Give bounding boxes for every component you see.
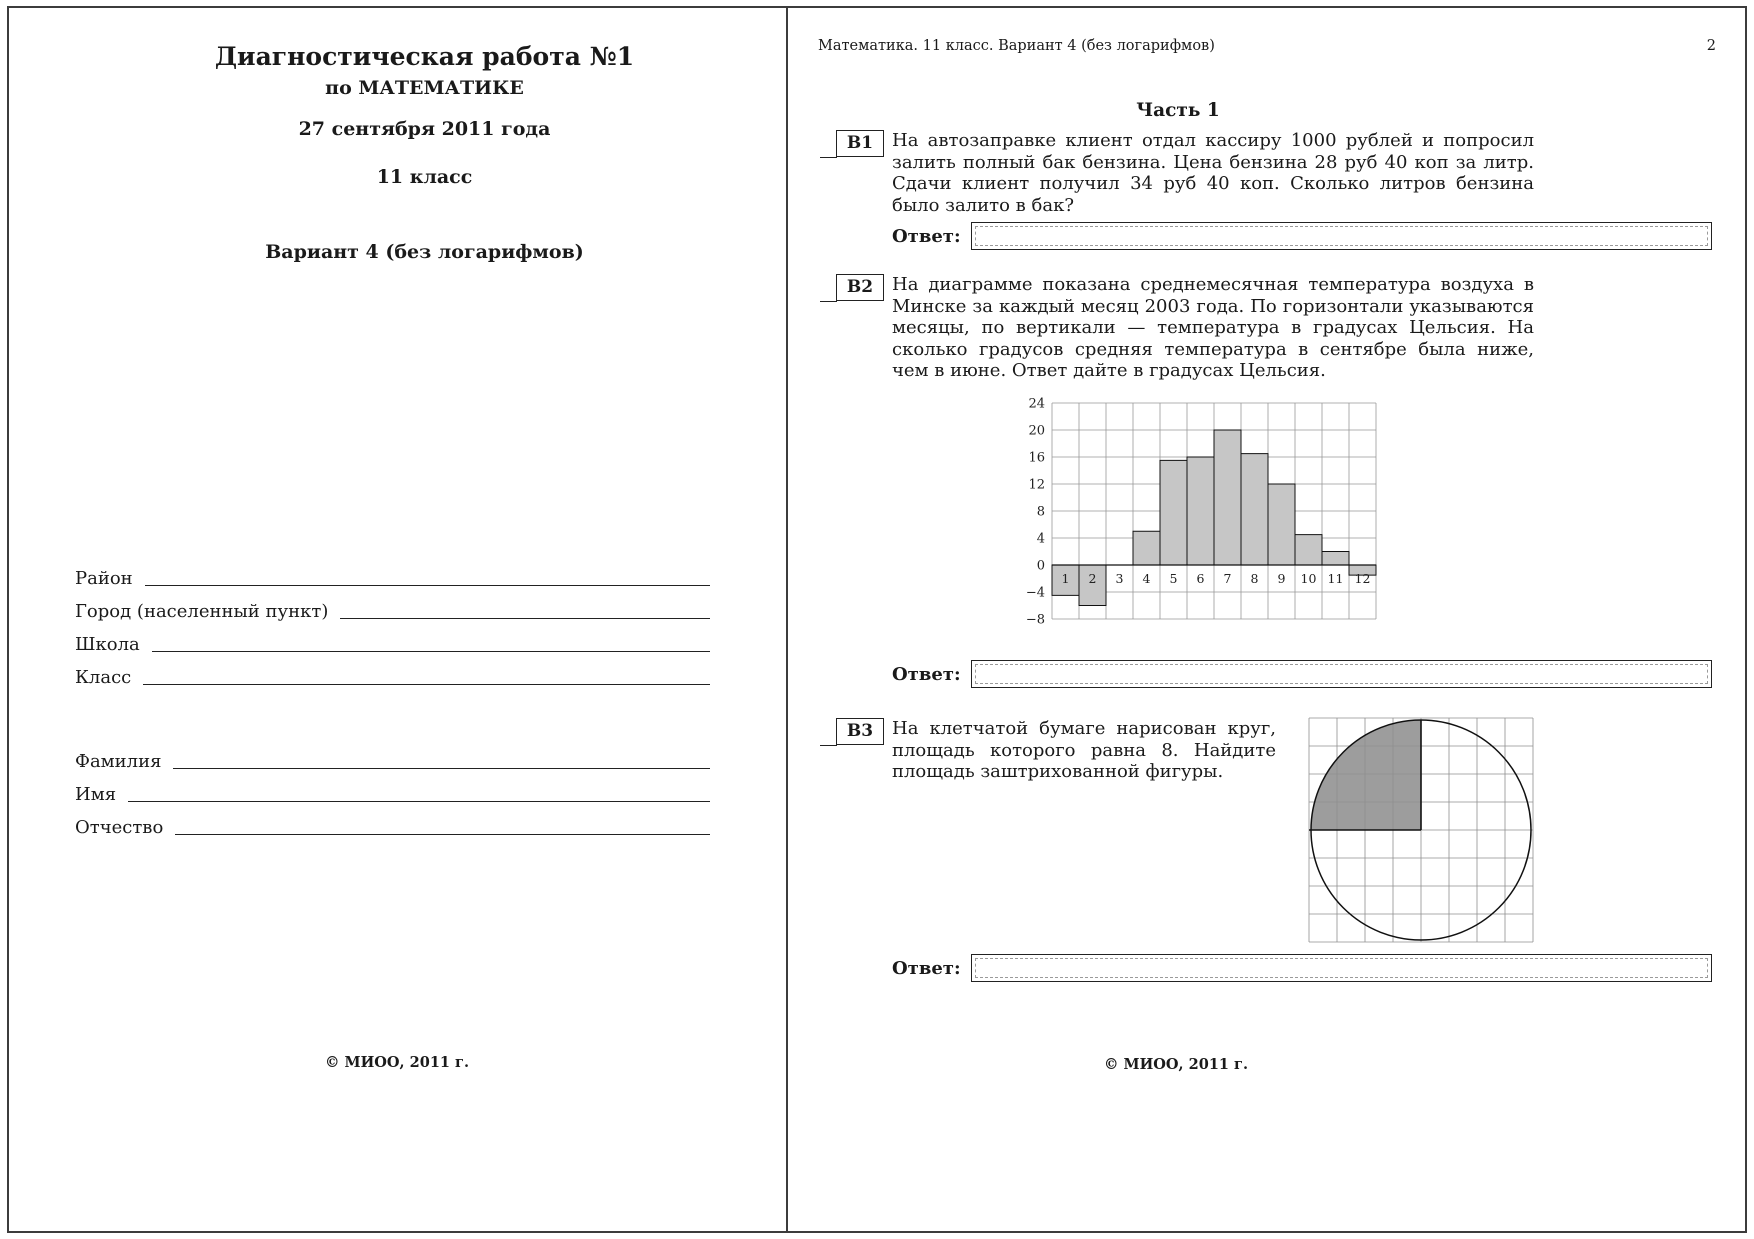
svg-text:20: 20 [1028, 423, 1045, 439]
svg-text:8: 8 [1250, 571, 1259, 586]
field-label-district: Район [75, 568, 133, 589]
field-row-city [75, 589, 710, 622]
work-grade: 11 класс [376, 166, 473, 188]
problem-b1-text: На автозаправке клиент отдал кассиру 1000 рублей и попросил залить полный бак бензина. Цена бензина 28 руб 40 коп за литр. Сдачи клиент получил 34 руб 40 коп. Сколько литров бензина было залито в бак? [892, 130, 1534, 216]
problem-b3-label: В3 [836, 718, 884, 745]
problem-b2-text: На диаграмме показана среднемесячная температура воздуха в Минске за каждый месяц 2003 года. По горизонтали указываются месяцы, по вертикали — температура в градусах Цельсия. На сколько градусов средняя температура в сентябре была ниже, чем в июне. Ответ дайте в градусах Цельсия. [892, 274, 1534, 381]
answer-row-b1 [892, 222, 1712, 250]
field-row-class [75, 655, 710, 688]
section-title: Часть 1 [1136, 100, 1220, 121]
field-line-class[interactable] [143, 684, 710, 685]
field-line-district[interactable] [145, 585, 710, 586]
running-header-title: Математика. 11 класс. Вариант 4 (без логарифмов) [818, 38, 1215, 54]
svg-text:24: 24 [1028, 396, 1045, 412]
field-label-school: Школа [75, 634, 140, 655]
page-divider [786, 6, 788, 1233]
work-variant: Вариант 4 (без логарифмов) [265, 241, 584, 263]
work-title [65, 42, 784, 99]
svg-text:16: 16 [1028, 450, 1045, 466]
field-line-name[interactable] [128, 801, 710, 802]
field-label-name: Имя [75, 784, 117, 805]
answer-row-b2 [892, 660, 1712, 688]
svg-text:12: 12 [1028, 477, 1045, 493]
problem-b1-label: В1 [836, 130, 884, 157]
field-label-surname: Фамилия [75, 751, 162, 772]
page-number: 2 [1706, 38, 1716, 54]
field-label-city: Город (населенный пункт) [75, 601, 329, 622]
answer-label-b1: Ответ: [892, 225, 961, 247]
field-label-class: Класс [75, 667, 132, 688]
circle-grid-figure [1307, 716, 1535, 944]
svg-text:11: 11 [1327, 571, 1344, 586]
svg-text:4: 4 [1036, 531, 1045, 547]
field-line-surname[interactable] [173, 768, 710, 769]
problem-b2-label: В2 [836, 274, 884, 301]
field-label-patronymic: Отчество [75, 817, 164, 838]
tasks-page [790, 8, 1744, 1231]
answer-input-b2[interactable] [971, 660, 1712, 688]
svg-text:8: 8 [1036, 504, 1045, 520]
svg-text:9: 9 [1277, 571, 1286, 586]
running-header [818, 38, 1716, 54]
svg-text:4: 4 [1142, 571, 1151, 586]
field-line-city[interactable] [340, 618, 710, 619]
work-title-line2: по МАТЕМАТИКЕ [325, 77, 524, 99]
field-line-patronymic[interactable] [175, 834, 710, 835]
svg-text:5: 5 [1169, 571, 1178, 586]
svg-text:3: 3 [1115, 571, 1124, 586]
field-row-school [75, 622, 710, 655]
temperature-bar-chart-svg [1016, 391, 1396, 639]
answer-input-b3-inner[interactable] [975, 958, 1708, 978]
field-line-school[interactable] [152, 651, 710, 652]
copyright-left: © МИОО, 2011 г. [325, 1054, 469, 1071]
svg-text:12: 12 [1354, 571, 1371, 586]
school-fields-group [75, 556, 710, 688]
field-row-district [75, 556, 710, 589]
answer-label-b2: Ответ: [892, 663, 961, 685]
field-row-name [75, 772, 710, 805]
answer-input-b1-inner[interactable] [975, 226, 1708, 246]
field-row-patronymic [75, 805, 710, 838]
problem-b3-text: На клетчатой бумаге нарисован круг, площадь которого равна 8. Найдите площадь заштрихованной фигуры. [892, 718, 1276, 782]
field-row-surname [75, 739, 710, 772]
answer-label-b3: Ответ: [892, 957, 961, 979]
answer-input-b2-inner[interactable] [975, 664, 1708, 684]
svg-text:1: 1 [1061, 571, 1070, 586]
svg-text:−4: −4 [1025, 585, 1045, 601]
svg-text:2: 2 [1088, 571, 1097, 586]
svg-text:7: 7 [1223, 571, 1232, 586]
svg-text:10: 10 [1300, 571, 1317, 586]
svg-text:−8: −8 [1025, 612, 1045, 628]
answer-input-b1[interactable] [971, 222, 1712, 250]
answer-row-b3 [892, 954, 1712, 982]
title-page [10, 8, 784, 1231]
svg-text:6: 6 [1196, 571, 1205, 586]
work-title-line1: Диагностическая работа №1 [214, 42, 635, 71]
circle-grid-figure-svg [1307, 716, 1535, 944]
svg-text:0: 0 [1036, 558, 1045, 574]
work-date: 27 сентября 2011 года [298, 118, 551, 140]
temperature-bar-chart [1016, 391, 1396, 639]
copyright-right: © МИОО, 2011 г. [1104, 1056, 1248, 1073]
person-fields-group [75, 739, 710, 838]
answer-input-b3[interactable] [971, 954, 1712, 982]
